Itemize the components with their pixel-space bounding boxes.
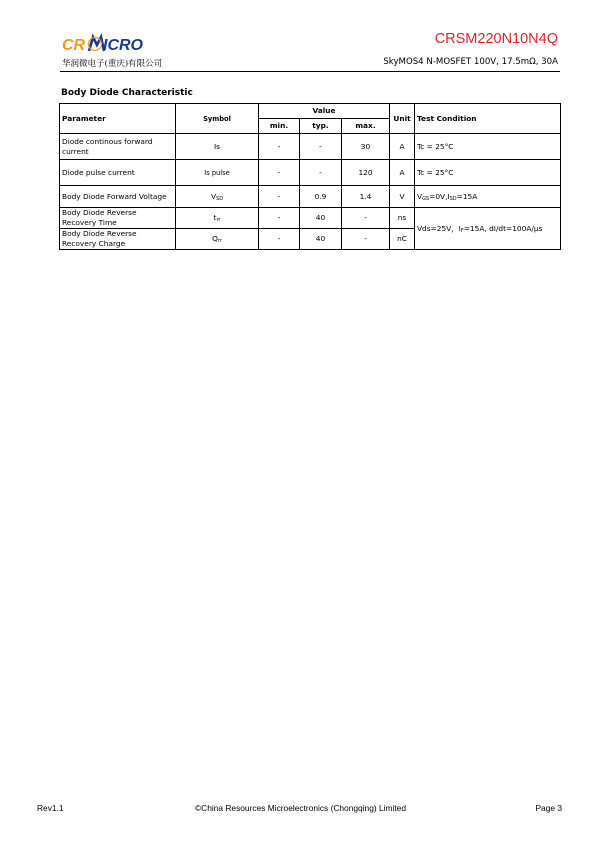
cell-max: 30	[342, 134, 390, 160]
table-row	[60, 208, 561, 229]
symbol-sub: rr	[217, 238, 222, 244]
cell-parameter: Body Diode Reverse Recovery Charge	[60, 229, 176, 250]
footer-page-number: Page 3	[535, 803, 562, 813]
cell-min: -	[259, 208, 300, 229]
cell-max: -	[342, 208, 390, 229]
footer-revision: Rev1.1	[37, 803, 64, 813]
cell-symbol: Is pulse	[176, 160, 259, 186]
cell-typ: -	[300, 160, 342, 186]
document-subtitle: SkyMOS4 N-MOSFET 100V, 17.5mΩ, 30A	[383, 57, 558, 67]
symbol-main: t	[213, 213, 217, 222]
cell-max: 120	[342, 160, 390, 186]
cell-parameter: Diode continous forward current	[60, 134, 176, 160]
table-row	[60, 186, 561, 208]
header-max: max.	[342, 119, 390, 134]
cell-min: -	[259, 186, 300, 208]
cell-condition	[415, 186, 561, 208]
cell-min: -	[259, 160, 300, 186]
body-diode-table	[59, 103, 561, 250]
symbol-sub: rr	[216, 217, 221, 223]
cond-part: V	[417, 191, 423, 201]
cell-typ: 0.9	[300, 186, 342, 208]
part-number: CRSM220N10N4Q	[434, 31, 558, 47]
section-title: Body Diode Characteristic	[61, 88, 193, 98]
cell-condition: Tc = 25°C	[415, 160, 561, 186]
cell-unit: A	[390, 160, 415, 186]
logo-cr-text: CR	[62, 37, 86, 54]
header-test-condition: Test Condition	[415, 104, 561, 134]
symbol-sub: SD	[216, 195, 224, 202]
cell-typ: -	[300, 134, 342, 160]
cell-symbol	[176, 208, 259, 229]
header-typ: typ.	[300, 119, 342, 134]
symbol-main: V	[210, 191, 217, 201]
cond-sub: F	[460, 227, 464, 234]
cond-sub: GS	[422, 195, 430, 202]
cell-typ: 40	[300, 229, 342, 250]
footer-copyright: ©China Resources Microelectronics (Chongqing) Limited	[195, 803, 406, 813]
header-symbol: Symbol	[176, 104, 259, 134]
cell-min: -	[259, 134, 300, 160]
cond-part: =0V,I	[429, 191, 450, 201]
cell-parameter: Body Diode Reverse Recovery Time	[60, 208, 176, 229]
header-value: Value	[259, 104, 390, 119]
cell-symbol: Is	[176, 134, 259, 160]
cell-shared-condition	[415, 208, 561, 250]
cond-sub: SD	[449, 195, 457, 202]
cell-max: 1.4	[342, 186, 390, 208]
cell-symbol	[176, 229, 259, 250]
cell-condition: Tc = 25°C	[415, 134, 561, 160]
table-row	[60, 160, 561, 186]
cell-symbol	[176, 186, 259, 208]
cell-unit: ns	[390, 208, 415, 229]
company-name-cn: 华润微电子(重庆)有限公司	[62, 59, 163, 69]
header-parameter: Parameter	[60, 104, 176, 134]
header-min: min.	[259, 119, 300, 134]
table-row	[60, 134, 561, 160]
cell-parameter: Body Diode Forward Voltage	[60, 186, 176, 208]
logo-micro-text: ICRO	[103, 37, 143, 54]
cell-min: -	[259, 229, 300, 250]
cell-max: -	[342, 229, 390, 250]
cell-parameter: Diode pulse current	[60, 160, 176, 186]
symbol-main: Q	[212, 234, 218, 243]
cond-part: Vds=25V，I	[417, 223, 461, 233]
company-logo	[62, 33, 172, 55]
header-divider	[60, 71, 560, 72]
header-unit: Unit	[390, 104, 415, 134]
cond-part: =15A	[456, 191, 478, 201]
cell-typ: 40	[300, 208, 342, 229]
cell-unit: V	[390, 186, 415, 208]
cond-part: =15A, dI/dt=100A/μs	[463, 223, 543, 233]
cell-unit: nC	[390, 229, 415, 250]
cell-unit: A	[390, 134, 415, 160]
